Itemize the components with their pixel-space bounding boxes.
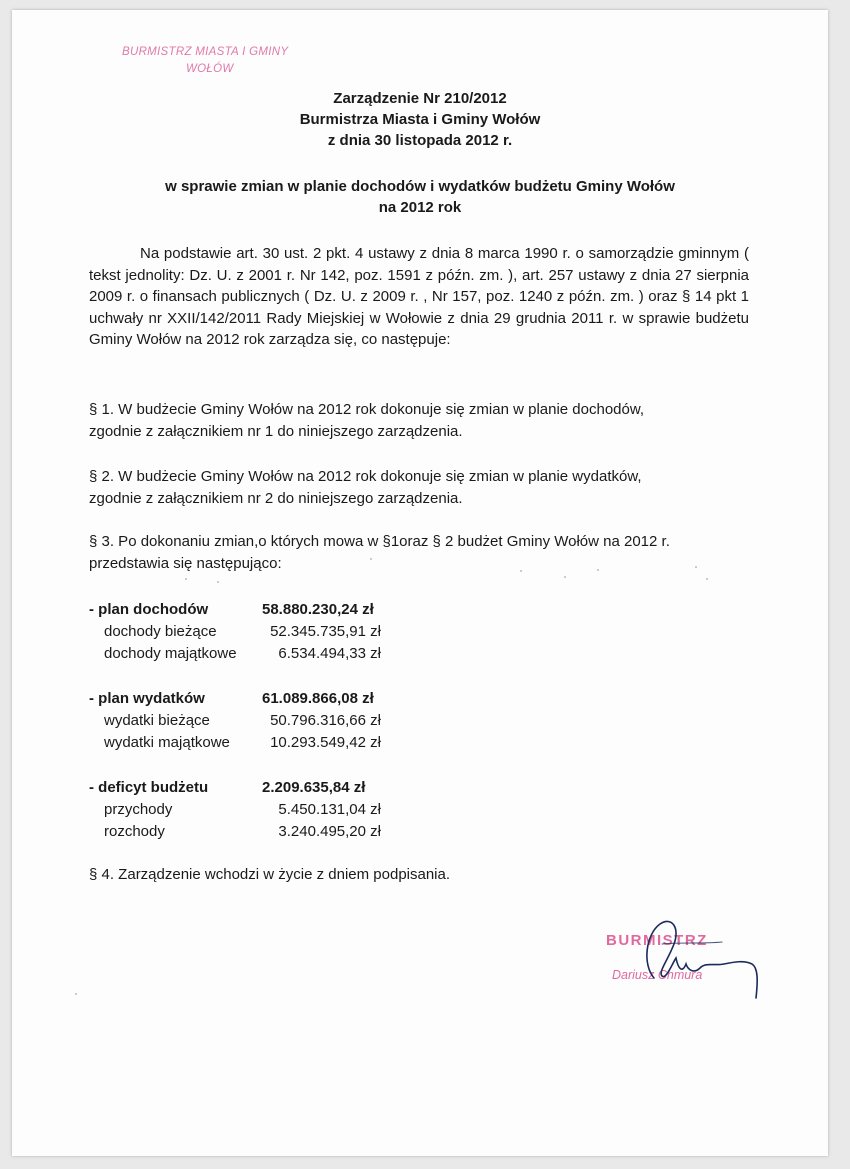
section-3 [89, 531, 749, 574]
budget-item-label: dochody bieżące [104, 623, 217, 640]
signature-block [602, 914, 772, 1004]
budget-item-label: dochody majątkowe [104, 645, 237, 662]
document-heading [12, 88, 828, 151]
deficit-row [89, 777, 381, 799]
issuer: Burmistrza Miasta i Gminy Wołów [299, 111, 541, 128]
section-3-line-2: przedstawia się następująco: [89, 554, 282, 572]
section-2 [89, 466, 749, 509]
legal-basis-paragraph: Na podstawie art. 30 ust. 2 pkt. 4 ustawy z dnia 8 marca 1990 r. o samorządzie gminnym ( tekst jednolity: Dz. U. z 2001 r. Nr 142, poz. 1591 z późn. zm. ), art. 257 ustawy z dnia 27 sierpnia 2009 r. o finansach publicznych ( Dz. U. z 2009 r. , Nr 157, poz. 1240 z późn. zm. ) oraz § 14 pkt 1 uchwały nr XXII/142/2011 Rady Miejskiej w Wołowie z dnia 29 grudnia 2011 r. w sprawie budżetu Gminy Wołów na 2012 rok zarządza się, co następuje: [89, 245, 749, 349]
budget-item-label: przychody [104, 801, 173, 818]
budget-item-row [89, 799, 381, 821]
budget-item-value: 10.293.549,42 zł [270, 734, 381, 751]
section-1 [89, 399, 749, 442]
section-1-line-2: zgodnie z załącznikiem nr 1 do niniejszego zarządzenia. [89, 422, 463, 440]
budget-item-value: 5.450.131,04 zł [278, 801, 381, 818]
income-plan-value: 58.880.230,24 zł [262, 601, 374, 618]
section-2-line-2: zgodnie z załącznikiem nr 2 do niniejszego zarządzenia. [89, 489, 463, 507]
issue-date: z dnia 30 listopada 2012 r. [327, 132, 513, 149]
budget-item-value: 6.534.494,33 zł [278, 645, 381, 662]
deficit-label: - deficyt budżetu [89, 779, 209, 796]
expenses-plan-value: 61.089.866,08 zł [262, 690, 374, 707]
budget-item-value: 3.240.495,20 zł [278, 823, 381, 840]
budget-item-label: wydatki bieżące [104, 712, 210, 729]
budget-item-row [89, 710, 381, 732]
office-stamp [122, 44, 288, 78]
stamp-line-1: BURMISTRZ MIASTA I GMINY [122, 46, 289, 58]
section-2-line-1: § 2. W budżecie Gminy Wołów na 2012 rok dokonuje się zmian w planie wydatków, [89, 468, 642, 485]
budget-item-row [89, 821, 381, 843]
budget-item-row [89, 621, 381, 643]
section-1-line-1: § 1. W budżecie Gminy Wołów na 2012 rok dokonuje się zmian w planie dochodów, [89, 401, 645, 418]
stamp-line-2: WOŁÓW [186, 63, 234, 75]
expenses-plan-label: - plan wydatków [89, 690, 205, 707]
budget-item-row [89, 732, 381, 754]
budget-item-value: 52.345.735,91 zł [270, 623, 381, 640]
budget-item-value: 50.796.316,66 zł [270, 712, 381, 729]
budget-item-label: rozchody [104, 823, 165, 840]
signature-title: BURMISTRZ [606, 932, 708, 949]
document-page [12, 10, 828, 1156]
section-3-line-1: § 3. Po dokonaniu zmian,o których mowa w §1oraz § 2 budżet Gminy Wołów na 2012 r. [89, 533, 670, 550]
section-4: § 4. Zarządzenie wchodzi w życie z dniem podpisania. [89, 866, 451, 883]
document-subject [12, 176, 828, 218]
budget-summary [89, 599, 381, 843]
handwritten-signature-icon [602, 914, 772, 1004]
expenses-plan-row [89, 688, 381, 710]
income-plan-label: - plan dochodów [89, 601, 209, 618]
deficit-value: 2.209.635,84 zł [262, 779, 366, 796]
subject-line-1: w sprawie zmian w planie dochodów i wydatków budżetu Gminy Wołów [165, 178, 675, 195]
signature-name: Dariusz Chmura [612, 968, 703, 982]
budget-item-label: wydatki majątkowe [104, 734, 230, 751]
subject-line-2: na 2012 rok [378, 199, 462, 216]
income-plan-row [89, 599, 381, 621]
budget-item-row [89, 643, 381, 665]
ordinance-number: Zarządzenie Nr 210/2012 [333, 90, 507, 107]
